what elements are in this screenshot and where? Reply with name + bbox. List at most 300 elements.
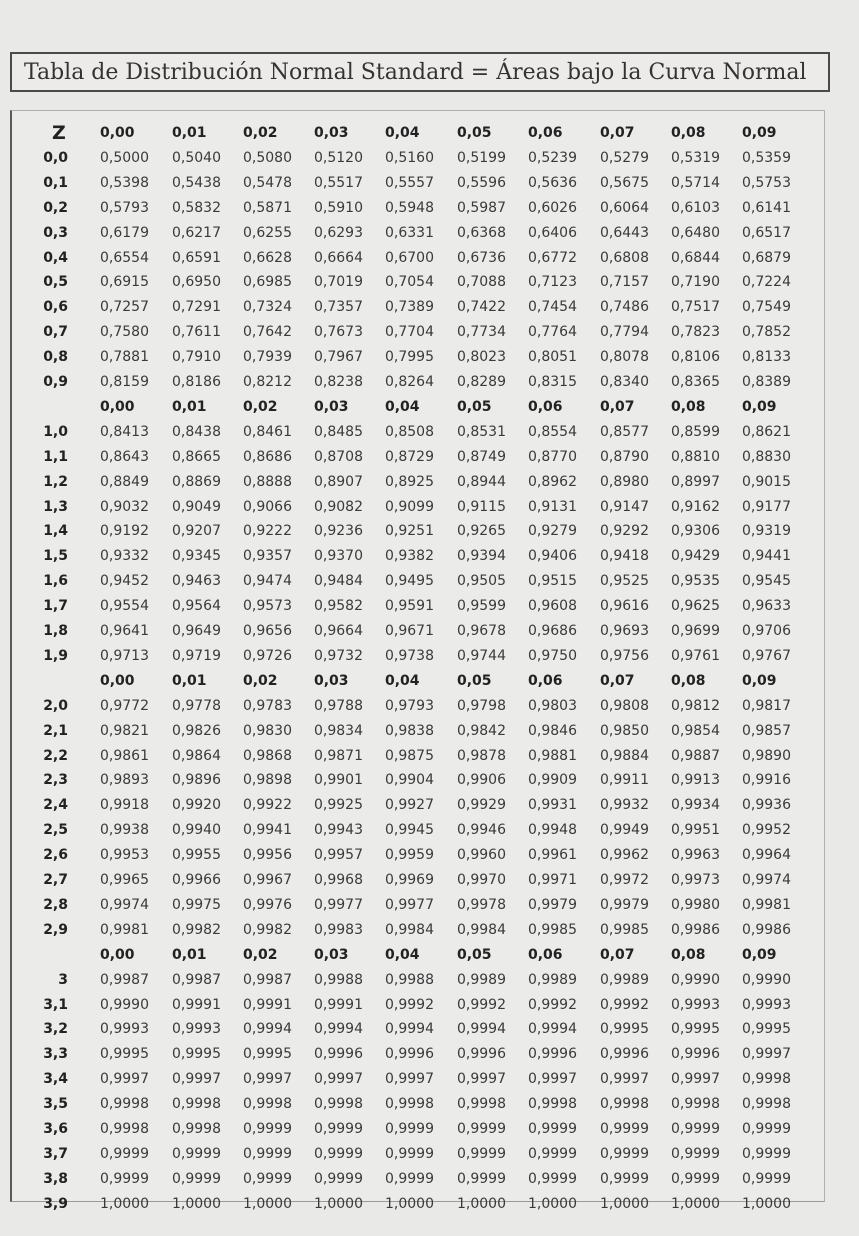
- table-row: [12, 868, 827, 892]
- column-header: 0,07: [600, 672, 635, 689]
- probability-cell: 0,9370: [314, 548, 363, 565]
- probability-cell: 0,9981: [100, 921, 149, 938]
- probability-cell: 0,9999: [742, 1170, 791, 1187]
- probability-cell: 0,6141: [742, 199, 791, 216]
- probability-cell: 0,6217: [172, 224, 221, 241]
- probability-cell: 0,9999: [172, 1170, 221, 1187]
- z-value: 1,8: [43, 623, 68, 639]
- table-title: Tabla de Distribución Normal Standard = Áreas bajo la Curva Normal: [10, 52, 830, 92]
- probability-cell: 0,9608: [528, 598, 577, 615]
- probability-cell: 0,8159: [100, 374, 149, 390]
- z-value: 1,6: [43, 573, 68, 590]
- z-value: 2,6: [43, 847, 68, 864]
- probability-cell: 0,9990: [100, 996, 149, 1013]
- table-row: [12, 1142, 827, 1166]
- probability-cell: 1,0000: [671, 1195, 720, 1212]
- probability-cell: 0,8340: [600, 374, 649, 390]
- probability-cell: 0,8554: [528, 423, 577, 440]
- z-value: 2,1: [43, 722, 68, 739]
- probability-cell: 0,9625: [671, 598, 720, 615]
- probability-cell: 0,7881: [100, 349, 149, 366]
- probability-cell: 0,9830: [243, 722, 292, 739]
- probability-cell: 0,9699: [671, 623, 720, 639]
- table-row: [12, 1167, 827, 1191]
- probability-cell: 0,9535: [671, 573, 720, 590]
- probability-cell: 0,9999: [314, 1145, 363, 1162]
- probability-cell: 0,7324: [243, 299, 292, 316]
- probability-cell: 0,9678: [457, 623, 506, 639]
- probability-cell: 0,9893: [100, 772, 149, 789]
- probability-cell: 0,6554: [100, 249, 149, 266]
- probability-cell: 0,8023: [457, 349, 506, 366]
- probability-cell: 0,9838: [385, 722, 434, 739]
- probability-cell: 0,9957: [314, 847, 363, 864]
- probability-cell: 0,9949: [600, 822, 649, 839]
- probability-cell: 0,9633: [742, 598, 791, 615]
- probability-cell: 0,6700: [385, 249, 434, 266]
- probability-cell: 0,9406: [528, 548, 577, 565]
- probability-cell: 0,8907: [314, 473, 363, 490]
- probability-cell: 0,8790: [600, 448, 649, 465]
- probability-cell: 0,9999: [100, 1170, 149, 1187]
- column-header-row: [12, 943, 827, 967]
- probability-cell: 0,5517: [314, 174, 363, 191]
- column-header: 0,06: [528, 125, 563, 141]
- probability-cell: 0,9996: [385, 1046, 434, 1063]
- probability-cell: 0,9319: [742, 523, 791, 540]
- table-row: [12, 196, 827, 220]
- probability-cell: 0,9996: [314, 1046, 363, 1063]
- probability-cell: 0,9995: [172, 1046, 221, 1063]
- column-header: 0,09: [742, 946, 777, 963]
- probability-cell: 0,6064: [600, 199, 649, 216]
- probability-cell: 0,9996: [600, 1046, 649, 1063]
- probability-cell: 0,9916: [742, 772, 791, 789]
- table-row: [12, 818, 827, 842]
- probability-cell: 0,5753: [742, 174, 791, 191]
- probability-cell: 0,9996: [457, 1046, 506, 1063]
- probability-cell: 0,9898: [243, 772, 292, 789]
- table-row: [12, 519, 827, 543]
- probability-cell: 0,9999: [457, 1170, 506, 1187]
- probability-cell: 0,6517: [742, 224, 791, 241]
- z-value: 3,1: [43, 996, 68, 1013]
- probability-cell: 0,9932: [600, 797, 649, 814]
- probability-cell: 0,9925: [314, 797, 363, 814]
- probability-cell: 0,9656: [243, 623, 292, 639]
- probability-cell: 0,9999: [528, 1121, 577, 1137]
- probability-cell: 0,9998: [100, 1096, 149, 1113]
- table-row: [12, 768, 827, 792]
- probability-cell: 0,8051: [528, 349, 577, 366]
- probability-cell: 0,9991: [314, 996, 363, 1013]
- probability-cell: 0,5000: [100, 149, 149, 166]
- probability-cell: 0,9783: [243, 697, 292, 714]
- probability-cell: 0,9554: [100, 598, 149, 615]
- probability-cell: 0,9236: [314, 523, 363, 540]
- z-value: 0,8: [43, 349, 68, 366]
- probability-cell: 0,9998: [172, 1121, 221, 1137]
- probability-cell: 0,5871: [243, 199, 292, 216]
- z-value: 1,1: [43, 448, 68, 465]
- probability-cell: 0,6368: [457, 224, 506, 241]
- probability-cell: 0,9871: [314, 747, 363, 764]
- probability-cell: 0,7939: [243, 349, 292, 366]
- column-header-row: [12, 121, 827, 145]
- probability-cell: 0,9441: [742, 548, 791, 565]
- column-header-row: [12, 669, 827, 693]
- column-header: 0,05: [457, 672, 492, 689]
- probability-cell: 0,9115: [457, 498, 506, 515]
- probability-cell: 0,5948: [385, 199, 434, 216]
- probability-cell: 0,8980: [600, 473, 649, 490]
- probability-cell: 0,9922: [243, 797, 292, 814]
- probability-cell: 0,7910: [172, 349, 221, 366]
- probability-cell: 0,9884: [600, 747, 649, 764]
- probability-cell: 0,9207: [172, 523, 221, 540]
- probability-cell: 0,9992: [600, 996, 649, 1013]
- probability-cell: 0,9966: [172, 872, 221, 888]
- probability-cell: 1,0000: [742, 1195, 791, 1212]
- probability-cell: 0,9982: [172, 921, 221, 938]
- probability-cell: 0,9881: [528, 747, 577, 764]
- probability-cell: 0,5987: [457, 199, 506, 216]
- probability-cell: 0,9998: [100, 1121, 149, 1137]
- probability-cell: 0,9998: [314, 1096, 363, 1113]
- probability-cell: 0,9988: [385, 971, 434, 988]
- column-header: 0,00: [100, 672, 135, 689]
- probability-cell: 0,9990: [742, 971, 791, 988]
- column-header: 0,08: [671, 125, 706, 141]
- table-row: [12, 1017, 827, 1041]
- probability-cell: 0,9999: [243, 1121, 292, 1137]
- probability-cell: 0,6179: [100, 224, 149, 241]
- probability-cell: 0,7852: [742, 324, 791, 341]
- z-value: 2,9: [43, 921, 68, 938]
- probability-cell: 0,9995: [671, 1021, 720, 1038]
- probability-cell: 0,9975: [172, 896, 221, 913]
- table-row: [12, 345, 827, 369]
- probability-cell: 0,9429: [671, 548, 720, 565]
- probability-cell: 0,9936: [742, 797, 791, 814]
- probability-cell: 0,8389: [742, 374, 791, 390]
- probability-cell: 0,9251: [385, 523, 434, 540]
- probability-cell: 0,8413: [100, 423, 149, 440]
- table-row: [12, 569, 827, 593]
- probability-cell: 0,9978: [457, 896, 506, 913]
- probability-cell: 0,9357: [243, 548, 292, 565]
- probability-cell: 0,9744: [457, 647, 506, 664]
- normal-distribution-table: [10, 110, 825, 1212]
- probability-cell: 0,9474: [243, 573, 292, 590]
- column-header: 0,05: [457, 398, 492, 415]
- probability-cell: 0,9951: [671, 822, 720, 839]
- probability-cell: 0,9955: [172, 847, 221, 864]
- probability-cell: 0,9981: [742, 896, 791, 913]
- probability-cell: 0,8438: [172, 423, 221, 440]
- probability-cell: 0,5675: [600, 174, 649, 191]
- probability-cell: 0,9999: [385, 1121, 434, 1137]
- probability-cell: 0,9861: [100, 747, 149, 764]
- probability-cell: 0,9920: [172, 797, 221, 814]
- z-value: 0,0: [43, 149, 68, 166]
- probability-cell: 0,9418: [600, 548, 649, 565]
- probability-cell: 0,9015: [742, 473, 791, 490]
- probability-cell: 0,9909: [528, 772, 577, 789]
- probability-cell: 0,7734: [457, 324, 506, 341]
- probability-cell: 0,9772: [100, 697, 149, 714]
- column-header: 0,02: [243, 672, 278, 689]
- probability-cell: 0,9980: [671, 896, 720, 913]
- probability-cell: 0,9177: [742, 498, 791, 515]
- probability-cell: 0,6255: [243, 224, 292, 241]
- column-header: 0,07: [600, 398, 635, 415]
- column-header: 0,03: [314, 672, 349, 689]
- probability-cell: 0,9756: [600, 647, 649, 664]
- probability-cell: 0,9977: [385, 896, 434, 913]
- probability-cell: 0,9842: [457, 722, 506, 739]
- probability-cell: 0,9999: [600, 1170, 649, 1187]
- probability-cell: 0,6293: [314, 224, 363, 241]
- probability-cell: 0,9082: [314, 498, 363, 515]
- probability-cell: 0,7088: [457, 274, 506, 291]
- probability-cell: 0,9495: [385, 573, 434, 590]
- z-value: 1,4: [43, 523, 68, 540]
- probability-cell: 0,8997: [671, 473, 720, 490]
- probability-cell: 0,8508: [385, 423, 434, 440]
- table-row: [12, 843, 827, 867]
- probability-cell: 0,9545: [742, 573, 791, 590]
- probability-cell: 0,5160: [385, 149, 434, 166]
- probability-cell: 0,9972: [600, 872, 649, 888]
- probability-cell: 0,7422: [457, 299, 506, 316]
- column-header: 0,08: [671, 398, 706, 415]
- table-row: [12, 744, 827, 768]
- probability-cell: 0,6443: [600, 224, 649, 241]
- probability-cell: 0,9616: [600, 598, 649, 615]
- probability-cell: 0,9993: [100, 1021, 149, 1038]
- probability-cell: 0,8810: [671, 448, 720, 465]
- table-row: [12, 445, 827, 469]
- column-header: 0,04: [385, 946, 420, 963]
- probability-cell: 0,5557: [385, 174, 434, 191]
- probability-cell: 0,9989: [600, 971, 649, 988]
- probability-cell: 0,9945: [385, 822, 434, 839]
- probability-cell: 0,9999: [600, 1145, 649, 1162]
- probability-cell: 0,5359: [742, 149, 791, 166]
- probability-cell: 0,9890: [742, 747, 791, 764]
- probability-cell: 0,9713: [100, 647, 149, 664]
- table-row: [12, 918, 827, 942]
- z-value: 2,3: [43, 772, 68, 789]
- z-value: 0,5: [43, 274, 68, 291]
- probability-cell: 0,9332: [100, 548, 149, 565]
- probability-cell: 0,8106: [671, 349, 720, 366]
- probability-cell: 0,9649: [172, 623, 221, 639]
- column-header: 0,01: [172, 672, 207, 689]
- probability-cell: 0,9998: [742, 1096, 791, 1113]
- probability-cell: 0,9591: [385, 598, 434, 615]
- probability-cell: 0,9904: [385, 772, 434, 789]
- table-row: [12, 171, 827, 195]
- probability-cell: 0,9887: [671, 747, 720, 764]
- probability-cell: 0,9931: [528, 797, 577, 814]
- probability-cell: 0,9505: [457, 573, 506, 590]
- probability-cell: 0,7517: [671, 299, 720, 316]
- column-header: 0,02: [243, 946, 278, 963]
- probability-cell: 0,9999: [457, 1121, 506, 1137]
- probability-cell: 0,9984: [385, 921, 434, 938]
- probability-cell: 0,9292: [600, 523, 649, 540]
- probability-cell: 0,9131: [528, 498, 577, 515]
- probability-cell: 0,9999: [385, 1170, 434, 1187]
- probability-cell: 0,9896: [172, 772, 221, 789]
- probability-cell: 0,6985: [243, 274, 292, 291]
- probability-cell: 0,9850: [600, 722, 649, 739]
- probability-cell: 0,9976: [243, 896, 292, 913]
- probability-cell: 0,9999: [314, 1170, 363, 1187]
- probability-cell: 0,7967: [314, 349, 363, 366]
- table-row: [12, 719, 827, 743]
- z-value: 1,7: [43, 598, 68, 615]
- probability-cell: 0,9463: [172, 573, 221, 590]
- probability-cell: 0,8888: [243, 473, 292, 490]
- probability-cell: 0,7157: [600, 274, 649, 291]
- probability-cell: 0,5910: [314, 199, 363, 216]
- probability-cell: 0,9940: [172, 822, 221, 839]
- probability-cell: 0,9968: [314, 872, 363, 888]
- probability-cell: 0,9573: [243, 598, 292, 615]
- table-row: [12, 893, 827, 917]
- probability-cell: 0,9993: [671, 996, 720, 1013]
- probability-cell: 0,9875: [385, 747, 434, 764]
- probability-cell: 0,9913: [671, 772, 720, 789]
- z-column-header: Z: [52, 122, 66, 144]
- probability-cell: 0,6664: [314, 249, 363, 266]
- column-header: 0,06: [528, 398, 563, 415]
- probability-cell: 0,8186: [172, 374, 221, 390]
- column-header: 0,08: [671, 946, 706, 963]
- probability-cell: 0,5478: [243, 174, 292, 191]
- probability-cell: 0,9192: [100, 523, 149, 540]
- z-value: 3: [58, 971, 68, 988]
- column-header: 0,04: [385, 398, 420, 415]
- probability-cell: 0,6591: [172, 249, 221, 266]
- column-header: 0,04: [385, 672, 420, 689]
- table-row: [12, 146, 827, 170]
- probability-cell: 0,9964: [742, 847, 791, 864]
- z-value: 2,8: [43, 896, 68, 913]
- column-header: 0,05: [457, 125, 492, 141]
- probability-cell: 0,6480: [671, 224, 720, 241]
- column-header: 0,02: [243, 125, 278, 141]
- probability-cell: 0,6950: [172, 274, 221, 291]
- probability-cell: 0,7704: [385, 324, 434, 341]
- column-header: 0,06: [528, 672, 563, 689]
- probability-cell: 0,9998: [243, 1096, 292, 1113]
- probability-cell: 0,7764: [528, 324, 577, 341]
- probability-cell: 0,9834: [314, 722, 363, 739]
- probability-cell: 0,7995: [385, 349, 434, 366]
- probability-cell: 0,7642: [243, 324, 292, 341]
- probability-cell: 0,9901: [314, 772, 363, 789]
- probability-cell: 0,9049: [172, 498, 221, 515]
- probability-cell: 0,9726: [243, 647, 292, 664]
- probability-cell: 0,9788: [314, 697, 363, 714]
- probability-cell: 0,9986: [671, 921, 720, 938]
- z-value: 0,2: [43, 199, 68, 216]
- probability-cell: 0,9984: [457, 921, 506, 938]
- probability-cell: 0,6915: [100, 274, 149, 291]
- probability-cell: 0,6331: [385, 224, 434, 241]
- table-row: [12, 544, 827, 568]
- probability-cell: 0,7580: [100, 324, 149, 341]
- table-row: [12, 295, 827, 319]
- probability-cell: 0,9987: [243, 971, 292, 988]
- probability-cell: 0,9952: [742, 822, 791, 839]
- probability-cell: 0,9664: [314, 623, 363, 639]
- probability-cell: 0,8770: [528, 448, 577, 465]
- probability-cell: 0,6879: [742, 249, 791, 266]
- probability-cell: 0,9906: [457, 772, 506, 789]
- probability-cell: 0,9997: [528, 1071, 577, 1088]
- probability-cell: 0,9999: [742, 1145, 791, 1162]
- probability-cell: 0,9761: [671, 647, 720, 664]
- z-value: 3,5: [43, 1096, 68, 1113]
- probability-cell: 0,9997: [671, 1071, 720, 1088]
- probability-cell: 0,8238: [314, 374, 363, 390]
- probability-cell: 0,9854: [671, 722, 720, 739]
- probability-cell: 0,9999: [314, 1121, 363, 1137]
- probability-cell: 0,9994: [457, 1021, 506, 1038]
- probability-cell: 0,9564: [172, 598, 221, 615]
- probability-cell: 0,5438: [172, 174, 221, 191]
- probability-cell: 0,5040: [172, 149, 221, 166]
- probability-cell: 0,6808: [600, 249, 649, 266]
- column-header: 0,01: [172, 946, 207, 963]
- probability-cell: 0,5596: [457, 174, 506, 191]
- probability-cell: 0,9846: [528, 722, 577, 739]
- probability-cell: 0,8944: [457, 473, 506, 490]
- probability-cell: 0,5120: [314, 149, 363, 166]
- z-value: 3,3: [43, 1046, 68, 1063]
- probability-cell: 0,5793: [100, 199, 149, 216]
- probability-cell: 0,9969: [385, 872, 434, 888]
- table-row: [12, 594, 827, 618]
- probability-cell: 0,9686: [528, 623, 577, 639]
- table-row: [12, 470, 827, 494]
- table-row: [12, 968, 827, 992]
- probability-cell: 0,9345: [172, 548, 221, 565]
- probability-cell: 0,9394: [457, 548, 506, 565]
- probability-cell: 0,9998: [528, 1096, 577, 1113]
- probability-cell: 0,9999: [457, 1145, 506, 1162]
- probability-cell: 1,0000: [600, 1195, 649, 1212]
- probability-cell: 0,9963: [671, 847, 720, 864]
- probability-cell: 0,9911: [600, 772, 649, 789]
- probability-cell: 0,8078: [600, 349, 649, 366]
- probability-cell: 0,9993: [172, 1021, 221, 1038]
- probability-cell: 0,9999: [671, 1145, 720, 1162]
- probability-cell: 1,0000: [314, 1195, 363, 1212]
- table-row: [12, 1192, 827, 1216]
- probability-cell: 0,9162: [671, 498, 720, 515]
- probability-cell: 0,9989: [528, 971, 577, 988]
- probability-cell: 0,6628: [243, 249, 292, 266]
- column-header: 0,00: [100, 398, 135, 415]
- probability-cell: 0,9995: [742, 1021, 791, 1038]
- probability-cell: 0,9996: [671, 1046, 720, 1063]
